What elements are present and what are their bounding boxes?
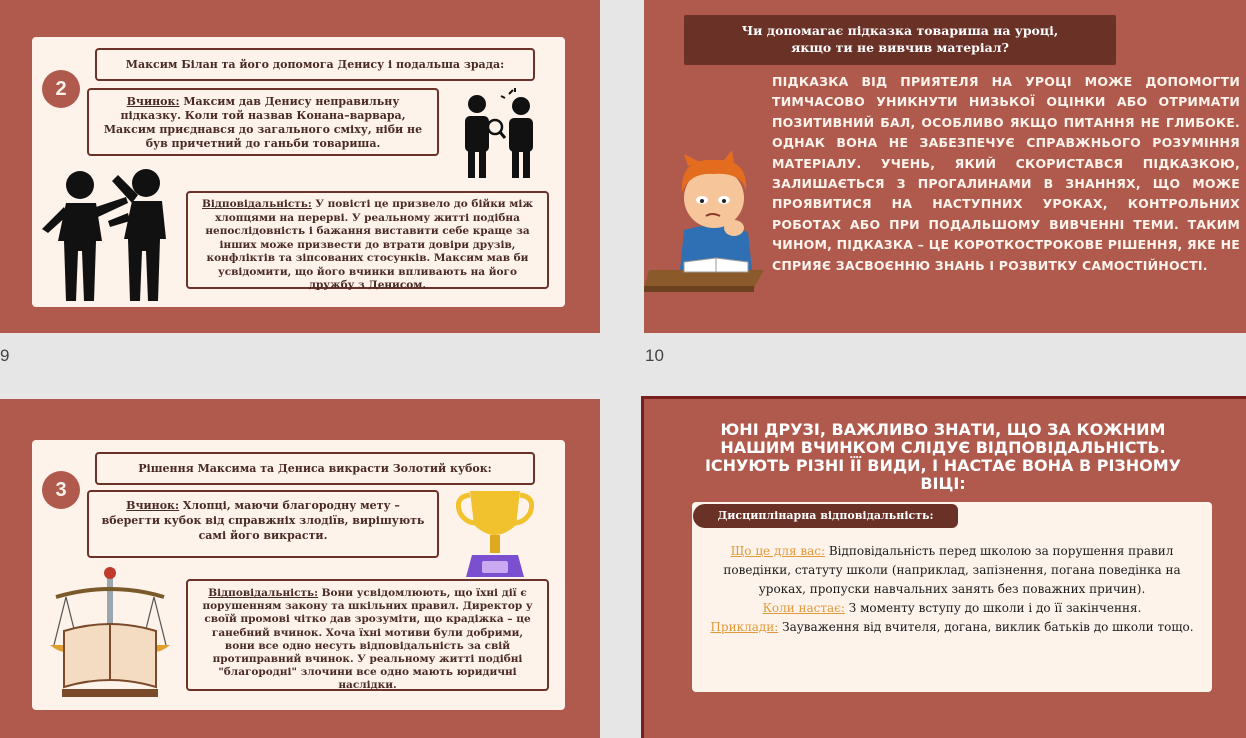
examples-label: Приклади: bbox=[710, 620, 779, 634]
deed-label: Вчинок: bbox=[126, 499, 180, 512]
slide-number: 10 bbox=[645, 346, 664, 365]
slide-heading: ЮНІ ДРУЗІ, ВАЖЛИВО ЗНАТИ, ЩО ЗА КОЖНИМ НАШИМ ВЧИНКОМ СЛІДУЄ ВІДПОВІДАЛЬНІСТЬ. ІСНУЮТЬ РІЗНІ ЇЇ ВИДИ, І НАСТАЄ ВОНА В РІЗНОМУ ВІЦІ: bbox=[704, 420, 1182, 493]
when-text: З моменту вступу до школи і до її закінчення. bbox=[844, 601, 1142, 615]
slide-11[interactable] bbox=[0, 399, 600, 738]
slide-title-box bbox=[95, 48, 535, 81]
responsibility-label: Відповідальність: bbox=[208, 587, 319, 599]
when-label: Коли настає: bbox=[762, 601, 845, 615]
slide-title-box bbox=[95, 452, 535, 485]
people-discussion-icon bbox=[457, 88, 547, 180]
type-tag bbox=[693, 504, 958, 528]
deed-box bbox=[87, 88, 439, 156]
number-badge: 3 bbox=[42, 471, 80, 509]
type-tag-label: Дисциплінарна відповідальність: bbox=[717, 509, 934, 522]
deed-label: Вчинок: bbox=[126, 95, 180, 108]
slide-9[interactable] bbox=[0, 0, 600, 333]
number-badge: 2 bbox=[42, 70, 80, 108]
deed-text: Максим дав Денису неправильну підказку. Коли той назвав Конана–варвара, Максим приєднався до загального сміху, ніби не був причетний до ганьби товариша. bbox=[103, 95, 423, 150]
trophy-icon bbox=[452, 485, 538, 581]
slide-title: Максим Білан та його допомога Денису і подальша зрада: bbox=[125, 58, 505, 71]
slide-number: 9 bbox=[0, 346, 10, 365]
slide-title: Рішення Максима та Дениса викрасти Золотий кубок: bbox=[138, 462, 492, 475]
answer-text: ПІДКАЗКА ВІД ПРИЯТЕЛЯ НА УРОЦІ МОЖЕ ДОПОМОГТИ ТИМЧАСОВО УНИКНУТИ НИЗЬКОЇ ОЦІНКИ АБО ОТРИМАТИ ПОЗИТИВНИЙ БАЛ, ОСОБЛИВО ЯКЩО ПИТАННЯ НЕ ГЛИБОКЕ. ОДНАК ВОНА НЕ ЗАБЕЗПЕЧУЄ СПРАВЖНЬОГО РОЗУМІННЯ МАТЕРІАЛУ. УЧЕНЬ, ЯКИЙ СКОРИСТАВСЯ ПІДКАЗКОЮ, ЗАЛИШАЄТЬСЯ З ПРОГАЛИНАМИ В ЗНАННЯХ, ЩО МОЖЕ ПРОЯВИТИСЯ НА НАСТУПНИХ УРОКАХ, КОНТРОЛЬНИХ РОБОТАХ АБО ПРИ ПОДАЛЬШОМУ ВИВЧЕННІ ТЕМИ. ТАКИМ ЧИНОМ, ПІДКАЗКА – ЦЕ КОРОТКОСТРОКОВЕ РІШЕННЯ, ЯКЕ НЕ СПРИЯЄ ЗАСВОЄННЮ ЗНАНЬ І РОЗВИТКУ САМОСТІЙНОСТІ. bbox=[772, 74, 1240, 273]
deed-text: Хлопці, маючи благородну мету – вберегти кубок від справжніх злодіїв, вирішують самі його викрасти. bbox=[101, 499, 425, 542]
what-text: Відповідальність перед школою за порушення правил поведінки, статуту школи (наприклад, запізнення, погана поведінка на уроках, пропуски навчальних занять без поважних причин). bbox=[723, 544, 1181, 596]
examples-text: Зауваження від вчителя, догана, виклик батьків до школи тощо. bbox=[778, 620, 1194, 634]
question-text: Чи допомагає підказка товариша на уроці, якщо ти не вивчив матеріал? bbox=[741, 23, 1059, 55]
question-heading bbox=[684, 15, 1116, 65]
slide-10[interactable] bbox=[644, 0, 1246, 333]
what-label: Що це для вас: bbox=[730, 544, 826, 558]
scales-of-justice-icon bbox=[48, 567, 173, 703]
responsibility-box bbox=[186, 579, 549, 691]
info-text bbox=[702, 542, 1202, 637]
arguing-people-icon bbox=[38, 163, 178, 303]
responsibility-text: Вони усвідомлюють, що їхні дії є порушенням закону та шкільних правил. Директор у своїй промові чітко дав зрозуміти, що крадіжка – це ганебний вчинок. Хоча їхні мотиви були добрими, вони все одно несуть відповідальність за свій протиправний вчинок. У реальному житті подібні "благородні" злочини все одно мають юридичні наслідки. bbox=[202, 587, 533, 692]
slide-12[interactable] bbox=[641, 396, 1246, 738]
responsibility-text: У повісті це призвело до бійки між хлопцями на перерві. У реальному житті подібна непослідовність і бажання виставити себе краще за інших може призвести до втрати довіри друзів, конфліктів та зіпсованих стосунків. Максим мав би усвідомити, що його вчинки впливають на його дружбу з Денисом. bbox=[205, 198, 533, 291]
responsibility-box bbox=[186, 191, 549, 289]
responsibility-label: Відповідальність: bbox=[202, 198, 312, 210]
deed-box bbox=[87, 490, 439, 558]
student-thinking-icon bbox=[644, 150, 769, 295]
